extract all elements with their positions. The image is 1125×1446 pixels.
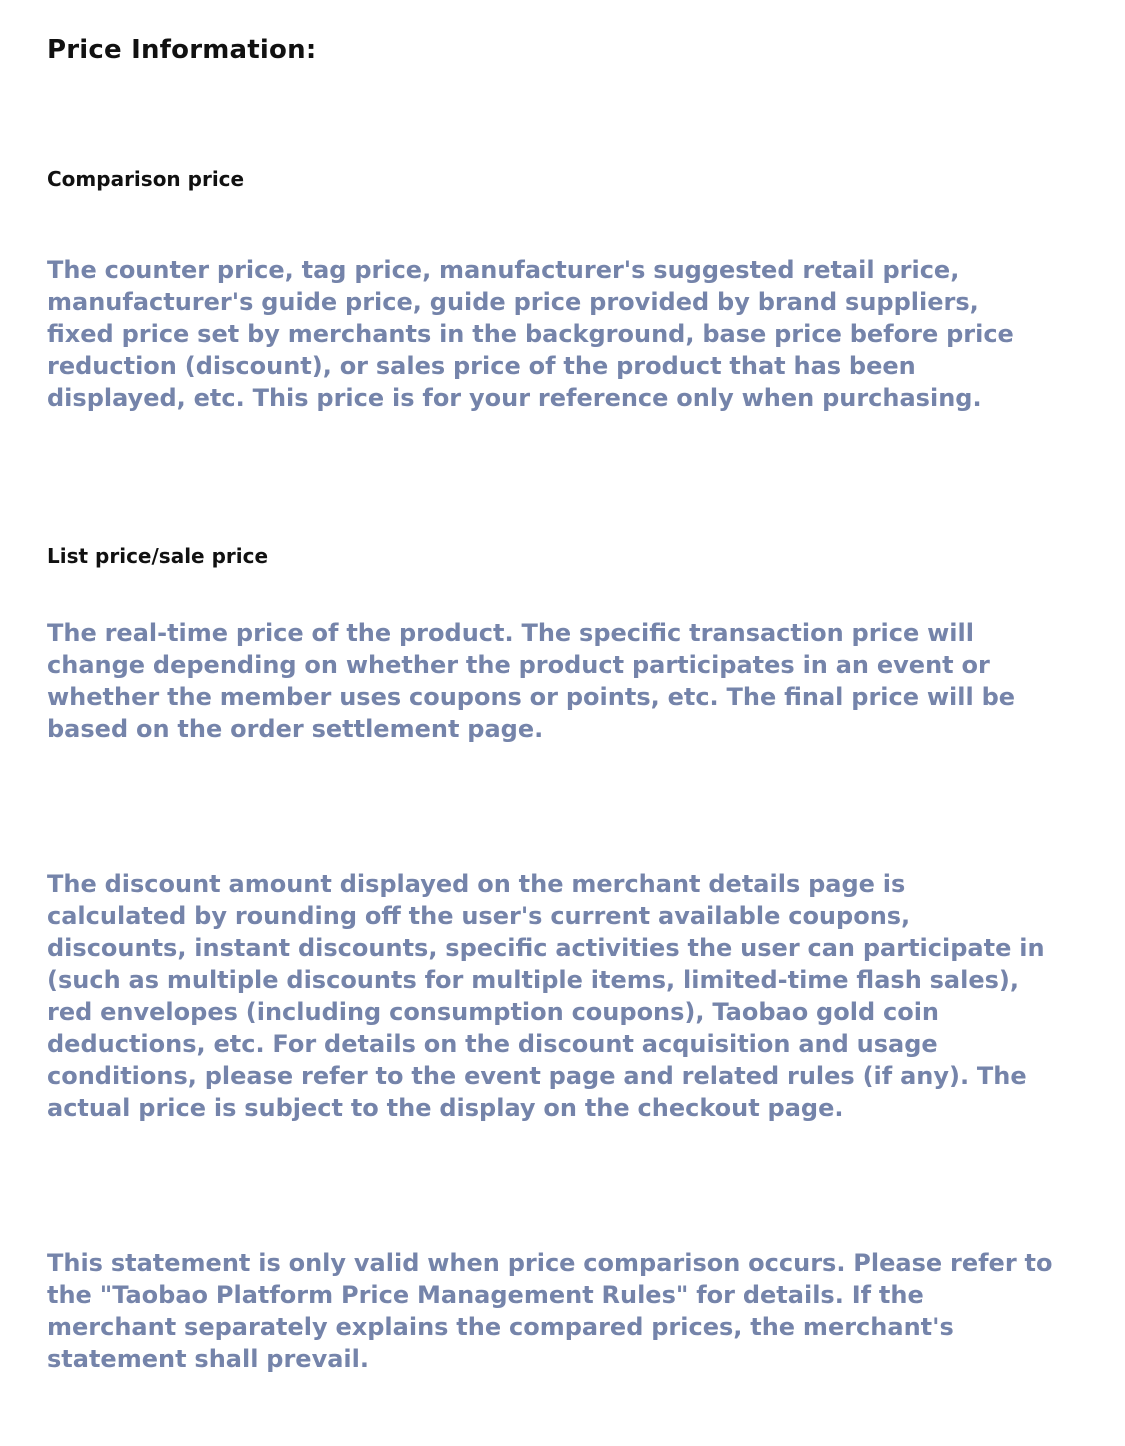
text-line: The real-time price of the product. The specific transaction price will (47, 619, 974, 647)
text-line: change depending on whether the product participates in an event or (47, 651, 990, 679)
list-price-description (47, 617, 1087, 745)
text-line: displayed, etc. This price is for your reference only when purchasing. (47, 384, 982, 412)
text-line: reduction (discount), or sales price of the product that has been (47, 352, 916, 380)
text-line: (such as multiple discounts for multiple items, limited-time flash sales), (47, 966, 1019, 994)
text-line: red envelopes (including consumption coupons), Taobao gold coin (47, 998, 939, 1026)
text-line: The discount amount displayed on the merchant details page is (47, 870, 906, 898)
text-line: based on the order settlement page. (47, 715, 544, 743)
list-price-heading: List price/sale price (47, 544, 269, 568)
text-line: merchant separately explains the compared prices, the merchant's (47, 1313, 954, 1341)
text-line: The counter price, tag price, manufacturer's suggested retail price, (47, 256, 960, 284)
text-line: manufacturer's guide price, guide price provided by brand suppliers, (47, 288, 979, 316)
text-line: statement shall prevail. (47, 1345, 369, 1373)
comparison-price-heading: Comparison price (47, 167, 245, 191)
comparison-price-description (47, 254, 1087, 414)
text-line: the "Taobao Platform Price Management Rules" for details. If the (47, 1281, 924, 1309)
statement-description (47, 1247, 1087, 1375)
text-line: deductions, etc. For details on the discount acquisition and usage (47, 1030, 938, 1058)
text-line: This statement is only valid when price comparison occurs. Please refer to (47, 1249, 1053, 1277)
discount-description (47, 868, 1087, 1124)
text-line: actual price is subject to the display on the checkout page. (47, 1094, 844, 1122)
text-line: calculated by rounding off the user's current available coupons, (47, 902, 911, 930)
page-title: Price Information: (47, 35, 317, 65)
text-line: conditions, please refer to the event page and related rules (if any). The (47, 1062, 1027, 1090)
text-line: fixed price set by merchants in the background, base price before price (47, 320, 1014, 348)
text-line: whether the member uses coupons or points, etc. The final price will be (47, 683, 1016, 711)
text-line: discounts, instant discounts, specific activities the user can participate in (47, 934, 1045, 962)
